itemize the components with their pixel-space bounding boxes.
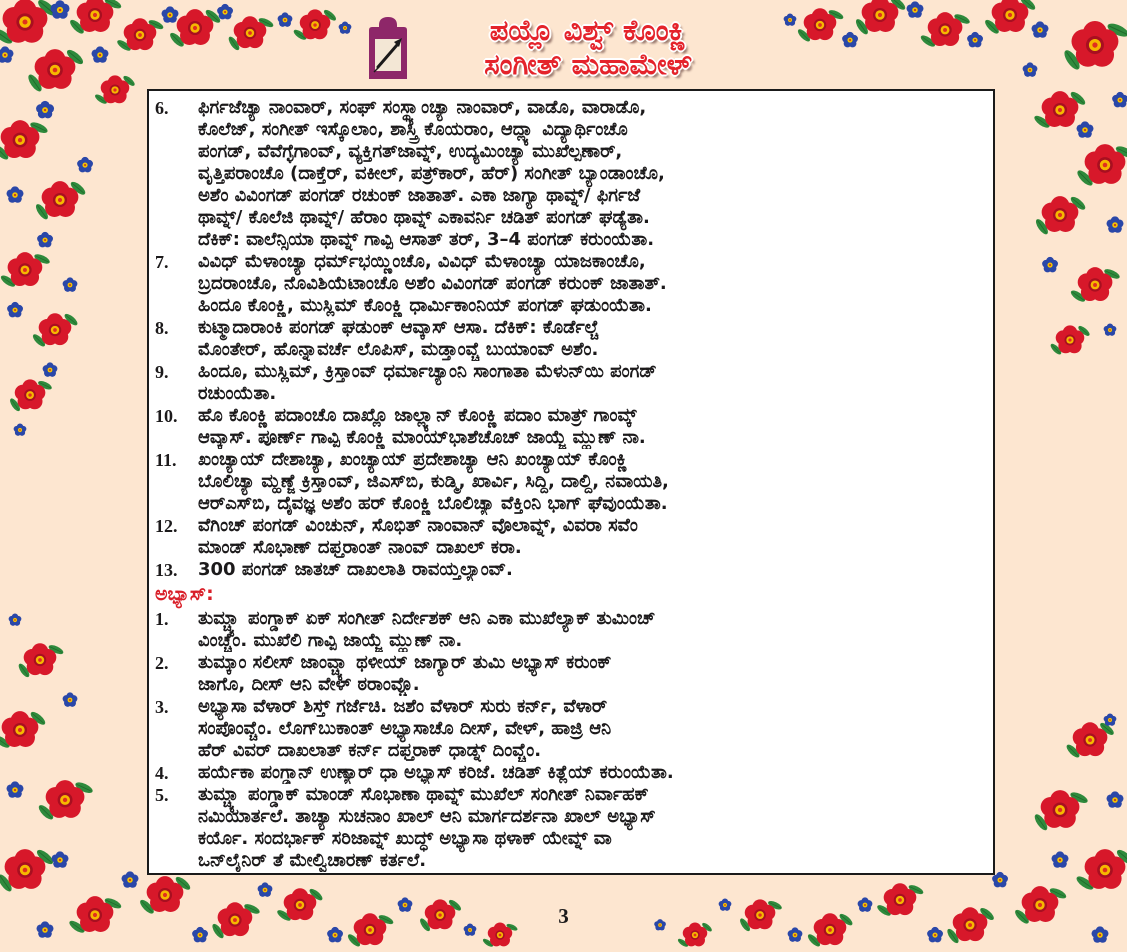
text-line: ಬೊಲಿಚ್ಯಾ ಮ್ಹಣ್ಜೆ ಕ್ರಿಸ್ತಾಂವ್, ಜಿಎಸ್‌ಬಿ, ಕುಡ್ಮಿ, ಖಾರ್ವಿ, ಸಿದ್ದಿ, ದಾಲ್ದಿ, ನವಾಯತಿ, [198,471,669,492]
text-line: ಆರ್‌ಎಸ್‌ಬಿ, ದೈವಜ್ಞ ಅಶೆಂ ಹರ್ ಕೊಂಕ್ಣಿ ಬೊಲಿಚ್ಯಾ ವೆಕ್ತಿಂನಿ ಭಾಗ್ ಘೆವುಂಯೆತಾ. [198,493,668,514]
item-number: 5. [155,785,169,805]
text-line: ಕರ್ಯೊ. ಸಂದರ್ಭಾಕ್ ಸರಿಜಾವ್ನ್ ಖುದ್ಧ್ ಅಭ್ಯಾಸಾ ಥಳಾಕ್ ಯೇವ್ನ್ ವಾ [198,828,612,849]
text-line: ಹರ್ಯೆಕಾ ಪಂಗ್ಡಾನ್ ಉಣ್ಯಾರ್ ಧಾ ಅಭ್ಯಾಸ್ ಕರಿಜೆ. ಚಡಿತ್ ಕಿತ್ಲೆಯ್ ಕರುಂಯೆತಾ. [198,762,674,783]
text-line: ಕೊಲೆಜ್, ಸಂಗೀತ್ ಇಸ್ಕೊಲಾಂ, ಶಾಸ್ತ್ರಿ ಕೊಯರಾಂ, ಆದ್ಲ್ಯಾ ವಿದ್ಯಾರ್ಥಿಂಚೊ [198,119,628,140]
item-number: 13. [155,560,178,580]
practice-item [155,652,989,696]
text-line: ಸಂಪೊಂವ್ಚೆಂ. ಲೊಗ್‌ಬುಕಾಂತ್ ಅಭ್ಯಾಸಾಚೊ ದೀಸ್, ವೇಳ್, ಹಾಜ್ರಿ ಆನಿ [198,718,612,739]
blue-flower-icon [784,14,797,26]
blue-flower-icon [36,101,54,118]
title-line-1: ಪಯ್ಲೊ ವಿಶ್ವ್ ಕೊಂಕ್ಣಿ [489,13,687,47]
blue-flower-icon [327,927,343,942]
text-line: ಆವ್ಕಾಸ್. ಪೂರ್ಣ್ ಗಾವ್ಪಿ ಕೊಂಕ್ಣಿ ಮಾಂಯ್‌ಭಾಶೆಚೊಚ್ ಜಾಯ್ಜೆ ಮ್ಹುಣ್ ನಾ. [198,427,646,448]
blue-flower-icon [927,927,943,942]
text-line: ಮಾಂಡ್ ಸೊಭಾಣ್ ದಫ್ತರಾಂತ್ ನಾಂವ್ ದಾಖಲ್ ಕರಾ. [198,537,522,558]
blue-flower-icon [52,851,69,867]
blue-flower-icon [1104,714,1117,726]
practice-item [155,762,989,784]
text-line: ಜಾಗೊ, ದೀಸ್ ಆನಿ ವೇಳ್ ಠರಾಂವ್ಚೊ. [198,674,420,695]
red-flower-icon [862,0,899,32]
rule-item [155,515,989,559]
blue-flower-icon [92,46,109,62]
blue-flower-icon [0,46,13,62]
practice-item [155,696,989,762]
item-text [198,762,989,784]
blue-flower-icon [63,277,78,291]
item-text [198,784,989,872]
item-text [198,696,989,762]
blue-flower-icon [77,157,93,172]
blue-flower-icon [1032,21,1049,37]
text-line: ರಚುಂಯೆತಾ. [198,383,277,404]
item-number: 8. [155,318,169,338]
blue-flower-icon [967,32,983,47]
item-number: 1. [155,609,169,629]
item-number: 12. [155,516,178,536]
item-text [198,449,989,515]
blue-flower-icon [122,871,139,887]
blue-flower-icon [1104,324,1117,336]
blue-flower-icon [1023,62,1038,76]
title-line-2: ಸಂಗೀತ್ ಮಹಾಮೇಳ್ [484,47,692,81]
blue-flower-icon [1112,92,1127,107]
text-line: ಬ್ರದರಾಂಚೊ, ನೊವಿಶಿಯೆಟಾಂಚೊ ಅಶೆಂ ವಿವಿಂಗಡ್ ಪಂಗಡ್ ಕರುಂಕ್ ಜಾತಾತ್. [198,273,667,294]
blue-flower-icon [7,302,23,317]
text-line: ಪಂಗಡ್, ವೆವೆಗ್ಳೆಗಾಂವ್, ವ್ಯಕ್ತಿಗತ್‌ಜಾವ್ನ್, ಉದ್ಯಮಿಂಚ್ಯಾ ಮುಖೆಲ್ಪಣಾರ್, [198,141,623,162]
red-flower-icon [77,0,114,32]
item-number: 6. [155,98,169,118]
text-line: ಅಶೆಂ ವಿವಿಂಗಡ್ ಪಂಗಡ್ ರಚುಂಕ್ ಜಾತಾತ್. ಎಕಾ ಜಾಗ್ಯಾ ಥಾವ್ನ್/ ಫಿರ್ಗಜೆ [198,185,641,206]
item-text [198,317,989,361]
blue-flower-icon [788,927,803,941]
rule-item [155,97,989,251]
blue-flower-icon [258,882,273,896]
rule-item [155,251,989,317]
page-number: 3 [558,904,569,928]
blue-flower-icon [1077,121,1094,137]
item-text [198,97,989,251]
item-number: 10. [155,406,178,426]
blue-flower-icon [339,22,352,34]
rule-item [155,317,989,361]
blue-flower-icon [7,186,24,202]
item-number: 2. [155,653,169,673]
text-line: ವಿಂಚ್ಚೆಂ. ಮುಖೆಲಿ ಗಾವ್ಪಿ ಜಾಯ್ಜೆ ಮ್ಹುಣ್ ನಾ. [198,630,463,651]
blue-flower-icon [1107,216,1124,232]
text-line: ಹಿಂದೂ ಕೊಂಕ್ಣಿ, ಮುಸ್ಲಿಮ್ ಕೊಂಕ್ಣಿ ಧಾರ್ಮಿಕಾಂನಿಯ್ ಪಂಗಡ್ ಘಡುಂಯೆತಾ. [198,295,652,316]
text-line: ತುಮ್ಕಾಂ ಸಲೀಸ್ ಜಾಂವ್ಚ್ಯಾ ಥಳೀಯ್ ಜಾಗ್ಯಾರ್ ತುಮಿ ಅಭ್ಯಾಸ್ ಕರುಂಕ್ [198,652,612,673]
item-number: 7. [155,252,169,272]
blue-flower-icon [842,32,858,47]
red-flower-icon [992,0,1029,32]
text-line: ಖಂಚ್ಯಾಯ್ ದೇಶಾಚ್ಯಾ, ಖಂಚ್ಯಾಯ್ ಪ್ರದೇಶಾಚ್ಯಾ ಆನಿ ಖಂಚ್ಯಾಯ್ ಕೊಂಕ್ಣಿ [198,449,628,470]
blue-flower-icon [1052,851,1069,867]
blue-flower-icon [37,232,53,247]
text-line: 300 ಪಂಗಡ್ ಜಾತಚ್ ದಾಖಲಾತಿ ರಾವಯ್ತಲ್ಯಾಂವ್. [198,559,513,580]
blue-flower-icon [63,692,78,706]
text-line: ವೆಗಿಂಚ್ ಪಂಗಡ್ ವಿಂಚುನ್, ಸೊಭಿತ್ ನಾಂವಾನ್ ವೊಲಾವ್ನ್, ವಿವರಾ ಸವೆಂ [198,515,638,536]
practice-heading: ಅಭ್ಯಾಸ್: [155,583,214,605]
text-line: ವೃತ್ತಿಪರಾಂಚೊ (ದಾಕ್ತೆರ್, ವಕೀಲ್, ಪತ್ರ್‌ಕಾರ್, ಹೆರ್) ಸಂಗೀತ್ ಬ್ಯಾಂಡಾಂಚೊ, [198,163,665,184]
page-title [410,13,766,81]
blue-flower-icon [278,12,293,26]
item-text [198,652,989,696]
blue-flower-icon [1042,257,1058,272]
item-number: 11. [155,450,177,470]
practice-item [155,784,989,872]
item-text [198,405,989,449]
item-number: 4. [155,763,169,783]
item-text [198,361,989,405]
text-line: ದೆಕಿಕ್: ವಾಲೆನ್ಸಿಯಾ ಥಾವ್ನ್ ಗಾವ್ಪಿ ಆಸಾತ್ ತರ್, 3–4 ಪಂಗಡ್ ಕರುಂಯೆತಾ. [198,229,655,250]
item-text [198,251,989,317]
item-text [198,559,989,581]
blue-flower-icon [217,4,233,19]
blue-flower-icon [50,0,69,19]
item-number: 3. [155,697,169,717]
blue-flower-icon [43,362,58,376]
blue-flower-icon [7,781,24,797]
rule-item [155,361,989,405]
rule-item [155,449,989,515]
text-line: ಹಿಂದೂ, ಮುಸ್ಲಿಮ್, ಕ್ರಿಸ್ತಾಂವ್ ಧರ್ಮಾಚ್ಯಾಂನಿ ಸಾಂಗಾತಾ ಮೆಳುನ್‌ಯಿ ಪಂಗಡ್ [198,361,657,382]
blue-flower-icon [14,424,27,436]
item-text [198,515,989,559]
text-line: ಫಿರ್ಗಜೆಚ್ಯಾ ನಾಂವಾರ್, ಸಂಘ್ ಸಂಸ್ಥ್ಯಾಂಚ್ಯಾ ನಾಂವಾರ್, ವಾಡೊ, ವಾರಾಡೊ, [198,97,647,118]
text-line: ನಮಿಯಾರ್ತಲೆ. ತಾಚ್ಯಾ ಸುಚನಾಂ ಖಾಲ್ ಆನಿ ಮಾರ್ಗದರ್ಶನಾ ಖಾಲ್ ಅಭ್ಯಾಸ್ [198,806,656,827]
text-line: ಥಾವ್ನ್/ ಕೊಲೆಜಿ ಥಾವ್ನ್/ ಹೆರಾಂ ಥಾವ್ನ್ ಎಕಾವರ್ನಿ ಚಡಿತ್ ಪಂಗಡ್ ಘಡ್ಯೆತಾ. [198,207,650,228]
blue-flower-icon [162,6,179,22]
rule-item [155,559,989,581]
text-line: ಮೊಂತೇರ್, ಹೊನ್ನಾವರ್ಚೆ ಲೊಪಿಸ್, ಮಡ್ತಾಂವ್ಚೆ ಬುಯಾಂವ್ ಅಶೆಂ. [198,339,599,360]
text-line: ಒನ್‌ಲೈನಿರ್ ತೆ ಮೇಲ್ವಿಚಾರಣ್ ಕರ್ತಲೆ. [198,850,427,871]
text-line: ಹೆರ್ ವಿವರ್ ದಾಖಲಾತ್ ಕರ್ನ್ ದಫ್ತರಾಕ್ ಧಾಡ್ನ್ ದಿಂವ್ಚೆಂ. [198,740,542,761]
text-line: ವಿವಿಧ್ ಮೆಳಾಂಚ್ಯಾ ಧರ್ಮ್‌ಭಯ್ಣಿಂಚೊ, ವಿವಿಧ್ ಮೆಳಾಂಚ್ಯಾ ಯಾಜಕಾಂಚೊ, [198,251,646,272]
blue-flower-icon [192,927,208,942]
text-line: ತುಮ್ಚ್ಯಾ ಪಂಗ್ಡಾಕ್ ಏಕ್ ಸಂಗೀತ್ ನಿರ್ದೇಶಕ್ ಆನಿ ಎಕಾ ಮುಖೆಲ್ಯಾಕ್ ತುಮಿಂಚ್ [198,608,656,629]
item-number: 9. [155,362,169,382]
content-box [147,89,995,875]
pen-nib-logo-icon [369,17,407,79]
blue-flower-icon [907,1,924,17]
practice-item [155,608,989,652]
text-line: ಅಭ್ಯಾಸಾ ವೆಳಾರ್ ಶಿಸ್ತ್ ಗರ್ಜೆಚಿ. ಜಶೆಂ ವೆಳಾರ್ ಸುರು ಕರ್ನ್, ವೆಳಾರ್ [198,696,608,717]
text-line: ತುಮ್ಚ್ಯಾ ಪಂಗ್ಡಾಕ್ ಮಾಂಡ್ ಸೊಭಾಣಾ ಥಾವ್ನ್ ಮುಖೆಲ್ ಸಂಗೀತ್ ನಿರ್ವಾಹಕ್ [198,784,649,805]
text-line: ಕುಟ್ಮಾದಾರಾಂಕಿ ಪಂಗಡ್ ಘಡುಂಕ್ ಆವ್ಕಾಸ್ ಆಸಾ. ದೆಕಿಕ್: ಕೊರ್ಡೆಲ್ಚೆ [198,317,599,338]
blue-flower-icon [1107,791,1124,807]
item-text [198,608,989,652]
rule-item [155,405,989,449]
blue-flower-icon [9,614,22,626]
text-line: ಹೊ ಕೊಂಕ್ಣಿ ಪದಾಂಚೊ ದಾಖ್ಲೊ ಜಾಲ್ಲ್ಯಾನ್ ಕೊಂಕ್ಣಿ ಪದಾಂ ಮಾತ್ರ್ ಗಾಂವ್ಕ್ [198,405,637,426]
